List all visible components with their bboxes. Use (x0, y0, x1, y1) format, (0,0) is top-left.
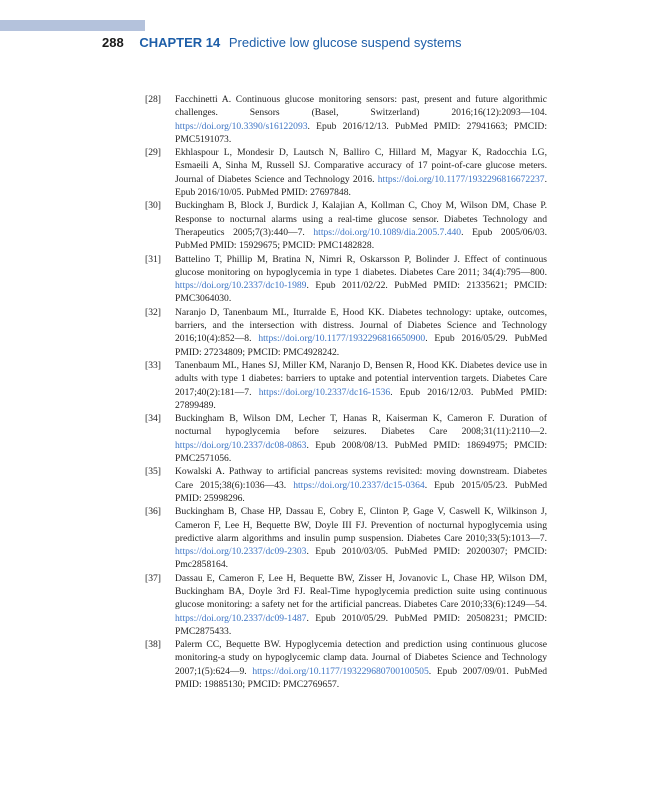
reference-number: [38] (145, 639, 161, 651)
chapter-title: Predictive low glucose suspend systems (228, 35, 462, 50)
doi-link[interactable]: https://doi.org/10.2337/dc15-0364 (293, 479, 425, 491)
reference-tail: . Epub 2005/06/03. PubMed PMID: 15929675; PMCID: PMC1482828. (175, 226, 547, 252)
reference-text: Palerm CC, Bequette BW. Hypoglycemia detection and prediction using continuous glucose monitoring-a study on hypoglycemic clamp data. Journal of Diabetes Science and Technology 2007;1(5):624—9. (175, 639, 547, 677)
doi-link[interactable]: https://doi.org/10.1177/1932296816672237 (377, 173, 545, 185)
reference-item (145, 93, 547, 146)
running-header (102, 35, 622, 50)
reference-number: [37] (145, 572, 161, 584)
reference-item (145, 572, 547, 638)
reference-list (145, 93, 547, 691)
doi-link[interactable]: https://doi.org/10.1177/193229680700100505 (252, 665, 429, 677)
doi-link[interactable]: https://doi.org/10.2337/dc10-1989 (175, 280, 307, 292)
reference-number: [28] (145, 94, 161, 105)
reference-tail: . Epub 2010/03/05. PubMed PMID: 20200307; PMCID: Pmc2858164. (175, 546, 547, 571)
header-color-band (0, 20, 145, 31)
reference-text: Facchinetti A. Continuous glucose monitoring sensors: past, present and future algorithmic challenges. Sensors (Basel, Switzerland) 2016;16(12):2093—104. (175, 94, 547, 119)
doi-link[interactable]: https://doi.org/10.1089/dia.2005.7.440 (313, 226, 462, 238)
reference-tail: . Epub 2008/08/13. PubMed PMID: 18694975; PMCID: PMC2571056. (175, 439, 547, 465)
doi-link[interactable]: https://doi.org/10.2337/dc09-2303 (175, 546, 307, 558)
reference-text: Kowalski A. Pathway to artificial pancreas systems revisited: moving downstream. Diabetes Care 2015;38(6):1036—43. (175, 466, 547, 491)
reference-number: [33] (145, 359, 161, 371)
reference-tail: . Epub 2011/02/22. PubMed PMID: 21335621; PMCID: PMC3064030. (175, 280, 547, 305)
doi-link[interactable]: https://doi.org/10.1177/1932296816650900 (258, 333, 426, 345)
reference-text: Buckingham B, Block J, Burdick J, Kalajian A, Kollman C, Choy M, Wilson DM, Chase P. Response to nocturnal alarms using a real-time glucose sensor. Diabetes Technology and Therapeutics 2005;7(3):440—7. (175, 200, 547, 238)
reference-text: Buckingham B, Chase HP, Dassau E, Cobry E, Clinton P, Gage V, Caswell K, Wilkinson J, Cameron F, Lee H, Bequette BW, Doyle III FJ. Prevention of nocturnal hypoglycemia using predictive alarm algorithms and insulin pump suspension. Diabetes Care 2010;33(5):1013—7. (175, 506, 547, 544)
reference-number: [32] (145, 306, 161, 318)
page-number: 288 (102, 35, 124, 50)
reference-number: [31] (145, 253, 161, 265)
reference-item (145, 638, 547, 691)
chapter-label: CHAPTER 14 (139, 35, 221, 50)
reference-text: Buckingham B, Wilson DM, Lecher T, Hanas R, Kaiserman K, Cameron F. Duration of nocturnal hypoglycemia before seizures. Diabetes Care 2008;31(11):2110—2. (175, 413, 547, 438)
reference-number: [30] (145, 200, 161, 212)
reference-tail: . Epub 2007/09/01. PubMed PMID: 19885130; PMCID: PMC2769657. (175, 665, 547, 691)
reference-item (145, 412, 547, 465)
reference-item (145, 465, 547, 505)
reference-number: [36] (145, 506, 161, 518)
reference-item (145, 146, 547, 199)
reference-text: Naranjo D, Tanenbaum ML, Iturralde E, Hood KK. Diabetes technology: uptake, outcomes, barriers, and the intersection with distress. Journal of Diabetes Science and Technology 2016;10(4):852—8. (175, 306, 547, 345)
reference-text: Tanenbaum ML, Hanes SJ, Miller KM, Naranjo D, Bensen R, Hood KK. Diabetes device use in adults with type 1 diabetes: barriers to uptake and potential intervention targets. Diabetes Care 2017;40(2):181—7. (175, 359, 547, 398)
reference-number: [29] (145, 147, 161, 159)
reference-tail: . Epub 2010/05/29. PubMed PMID: 20508231; PMCID: PMC2875433. (175, 612, 547, 637)
doi-link[interactable]: https://doi.org/10.3390/s16122093 (175, 120, 308, 132)
reference-item (145, 306, 547, 359)
reference-tail: . Epub 2015/05/23. PubMed PMID: 25998296. (175, 479, 547, 504)
reference-tail: . Epub 2016/12/13. PubMed PMID: 27941663; PMCID: PMC5191073. (175, 120, 547, 145)
reference-item (145, 199, 547, 252)
doi-link[interactable]: https://doi.org/10.2337/dc08-0863 (175, 439, 307, 451)
reference-number: [34] (145, 413, 161, 425)
reference-text: Battelino T, Phillip M, Bratina N, Nimri R, Oskarsson P, Bolinder J. Effect of continuous glucose monitoring on hypoglycemia in type 1 diabetes. Diabetes Care 2011; 34(4):795—800. (175, 253, 547, 278)
reference-tail: . Epub 2016/10/05. PubMed PMID: 27697848. (175, 173, 547, 199)
reference-tail: . Epub 2016/12/03. PubMed PMID: 27899489. (175, 386, 547, 411)
doi-link[interactable]: https://doi.org/10.2337/dc16-1536 (258, 386, 391, 398)
doi-link[interactable]: https://doi.org/10.2337/dc09-1487 (175, 612, 307, 624)
reference-item (145, 505, 547, 571)
reference-tail: . Epub 2016/05/29. PubMed PMID: 27234809; PMCID: PMC4928242. (175, 333, 547, 358)
reference-text: Dassau E, Cameron F, Lee H, Bequette BW, Zisser H, Jovanovic L, Chase HP, Wilson DM, Buckingham BA, Doyle 3rd FJ. Real-Time hypoglycemia prediction suite using continuous glucose monitoring: a safety net for the artificial pancreas. Diabetes Care 2010;33(6):1249—54. (175, 572, 547, 611)
reference-text: Ekhlaspour L, Mondesir D, Lautsch N, Balliro C, Hillard M, Magyar K, Radocchia LG, Esmaeili A, Sinha M, Russell SJ. Comparative accuracy of 17 point-of-care glucose meters. Journal of Diabetes Science and Technology 2016. (175, 147, 547, 185)
reference-item (145, 359, 547, 412)
reference-number: [35] (145, 466, 161, 478)
reference-item (145, 253, 547, 306)
